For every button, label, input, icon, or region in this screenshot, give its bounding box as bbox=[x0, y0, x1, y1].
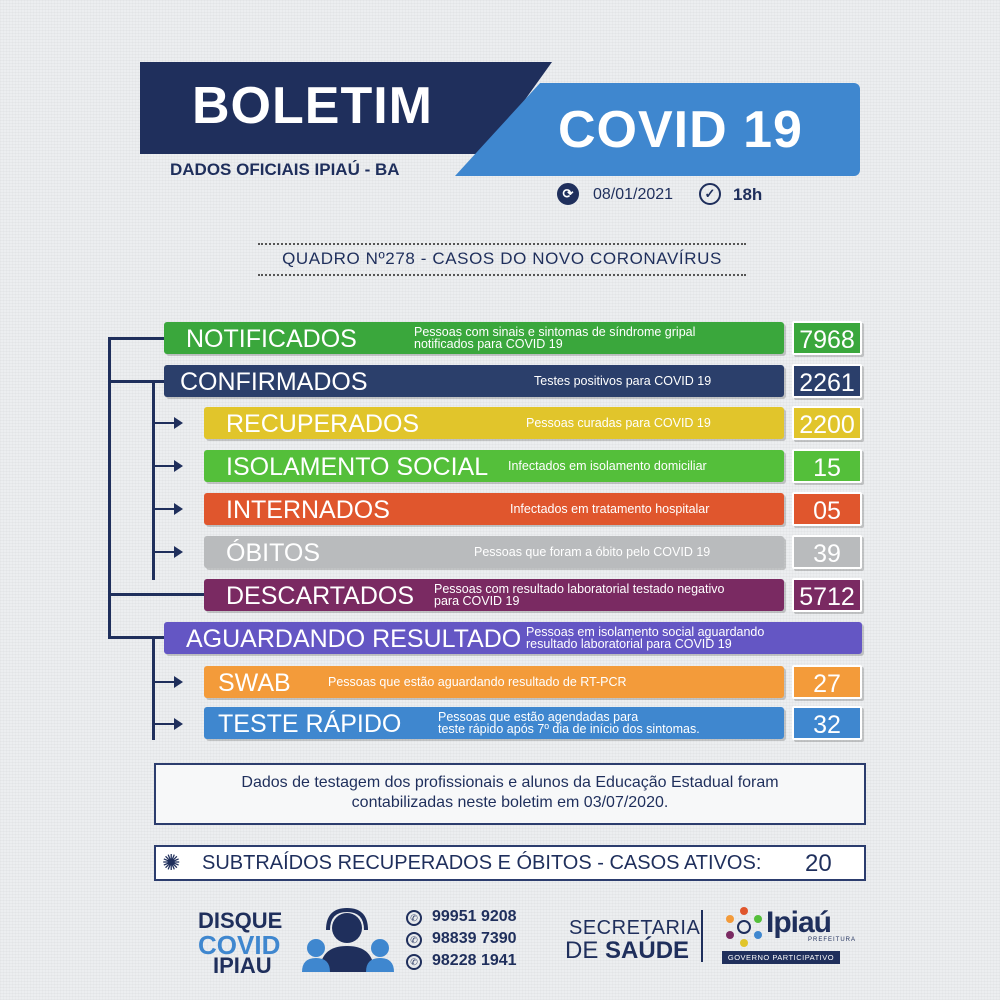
phone-number[interactable]: 98228 1941 bbox=[432, 952, 517, 969]
row-isolamento-social bbox=[204, 450, 784, 482]
header-subtitle: DADOS OFICIAIS IPIAÚ - BA bbox=[170, 160, 400, 179]
call-center-agents-icon bbox=[300, 906, 394, 972]
active-cases-label: SUBTRAÍDOS RECUPERADOS E ÓBITOS - CASOS ATIVOS: bbox=[202, 852, 762, 874]
virus-icon: ✺ bbox=[162, 850, 181, 875]
secretaria-de: DE bbox=[565, 937, 606, 964]
row-description: Infectados em tratamento hospitalar bbox=[510, 502, 710, 516]
bulletin-time: 18h bbox=[733, 185, 763, 204]
value-teste-rapido: 32 bbox=[792, 706, 862, 740]
tree-line-notificados bbox=[108, 337, 164, 340]
clock-icon: ✓ bbox=[699, 183, 721, 205]
row-description: Pessoas com sinais e sintomas de síndrome gripal notificados para COVID 19 bbox=[414, 325, 696, 351]
arrow-recuperados bbox=[155, 422, 181, 424]
row-internados bbox=[204, 493, 784, 525]
phone-number[interactable]: 98839 7390 bbox=[432, 930, 517, 947]
value-notificados: 7968 bbox=[792, 321, 862, 355]
row-notificados bbox=[164, 322, 784, 354]
note-text: Dados de testagem dos profissionais e alunos da Educação Estadual foram contabilizadas neste boletim em 03/07/2020. bbox=[241, 774, 779, 811]
row-aguardando-resultado bbox=[164, 622, 862, 654]
row-description: Pessoas que foram a óbito pelo COVID 19 bbox=[474, 545, 711, 559]
arrow-teste-rapido bbox=[155, 723, 181, 725]
row-description: Pessoas que estão agendadas para teste rápido após 7º dia de início dos sintomas. bbox=[438, 710, 700, 736]
active-cases-value: 20 bbox=[805, 850, 832, 877]
row-label: AGUARDANDO RESULTADO bbox=[186, 625, 522, 653]
row-label: CONFIRMADOS bbox=[180, 368, 368, 396]
row-confirmados bbox=[164, 365, 784, 397]
disque-covid-line-1: DISQUE bbox=[198, 908, 283, 933]
arrow-internados bbox=[155, 508, 181, 510]
row-label: INTERNADOS bbox=[226, 496, 390, 524]
header-title-boletim: BOLETIM bbox=[192, 77, 433, 135]
secretaria-saude-label bbox=[565, 937, 689, 965]
row-description: Infectados em isolamento domiciliar bbox=[508, 459, 707, 473]
row-description: Pessoas em isolamento social aguardando resultado laboratorial para COVID 19 bbox=[526, 625, 765, 651]
value-swab: 27 bbox=[792, 665, 862, 699]
header-title-covid: COVID 19 bbox=[558, 101, 803, 159]
phone-number[interactable]: 99951 9208 bbox=[432, 908, 517, 925]
row-descartados bbox=[204, 579, 784, 611]
refresh-icon: ⟳ bbox=[557, 183, 579, 205]
tree-line-aguardando bbox=[108, 636, 164, 639]
bulletin-date: 08/01/2021 bbox=[593, 186, 674, 203]
value-confirmados: 2261 bbox=[792, 364, 862, 398]
tree-line-descartados bbox=[108, 593, 204, 596]
row-obitos bbox=[204, 536, 784, 568]
divider-bottom bbox=[258, 274, 746, 276]
row-label: TESTE RÁPIDO bbox=[218, 710, 402, 738]
row-swab bbox=[204, 666, 784, 698]
row-description: Pessoas com resultado laboratorial testado negativo para COVID 19 bbox=[434, 582, 725, 608]
whatsapp-icon: ✆ bbox=[406, 932, 422, 948]
row-label: ÓBITOS bbox=[226, 539, 321, 567]
divider-top bbox=[258, 243, 746, 245]
disque-covid-line-2: COVID bbox=[198, 930, 281, 960]
arrow-swab bbox=[155, 681, 181, 683]
ipiau-logo-subtitle: PREFEITURA bbox=[808, 937, 857, 943]
quadro-title: QUADRO Nº278 - CASOS DO NOVO CORONAVÍRUS bbox=[282, 249, 722, 268]
secretaria-label: SECRETARIA bbox=[569, 917, 701, 939]
row-label: ISOLAMENTO SOCIAL bbox=[226, 453, 489, 481]
ipiau-logo-banner: GOVERNO PARTICIPATIVO bbox=[722, 951, 840, 964]
secretaria-saude: SAÚDE bbox=[605, 937, 690, 964]
row-description: Pessoas curadas para COVID 19 bbox=[526, 416, 711, 430]
row-description: Testes positivos para COVID 19 bbox=[534, 374, 712, 388]
value-descartados: 5712 bbox=[792, 578, 862, 612]
whatsapp-icon: ✆ bbox=[406, 910, 422, 926]
row-recuperados bbox=[204, 407, 784, 439]
tree-line-confirmados bbox=[108, 380, 164, 383]
tree-line-confirmados-branch bbox=[152, 380, 155, 580]
value-internados: 05 bbox=[792, 492, 862, 526]
disque-covid-line-3: IPIAU bbox=[213, 953, 272, 978]
ipiau-logo-name: Ipiaú bbox=[766, 906, 832, 939]
row-label: DESCARTADOS bbox=[226, 582, 415, 610]
value-recuperados: 2200 bbox=[792, 406, 862, 440]
ipiau-logo-icon bbox=[722, 905, 766, 949]
whatsapp-icon: ✆ bbox=[406, 954, 422, 970]
footer-divider bbox=[701, 910, 703, 962]
row-teste-rapido bbox=[204, 707, 784, 739]
arrow-isolamento bbox=[155, 465, 181, 467]
value-obitos: 39 bbox=[792, 535, 862, 569]
row-description: Pessoas que estão aguardando resultado de RT-PCR bbox=[328, 675, 627, 689]
row-label: RECUPERADOS bbox=[226, 410, 420, 438]
arrow-obitos bbox=[155, 551, 181, 553]
value-isolamento-social: 15 bbox=[792, 449, 862, 483]
row-label: SWAB bbox=[218, 669, 291, 697]
row-label: NOTIFICADOS bbox=[186, 325, 357, 353]
